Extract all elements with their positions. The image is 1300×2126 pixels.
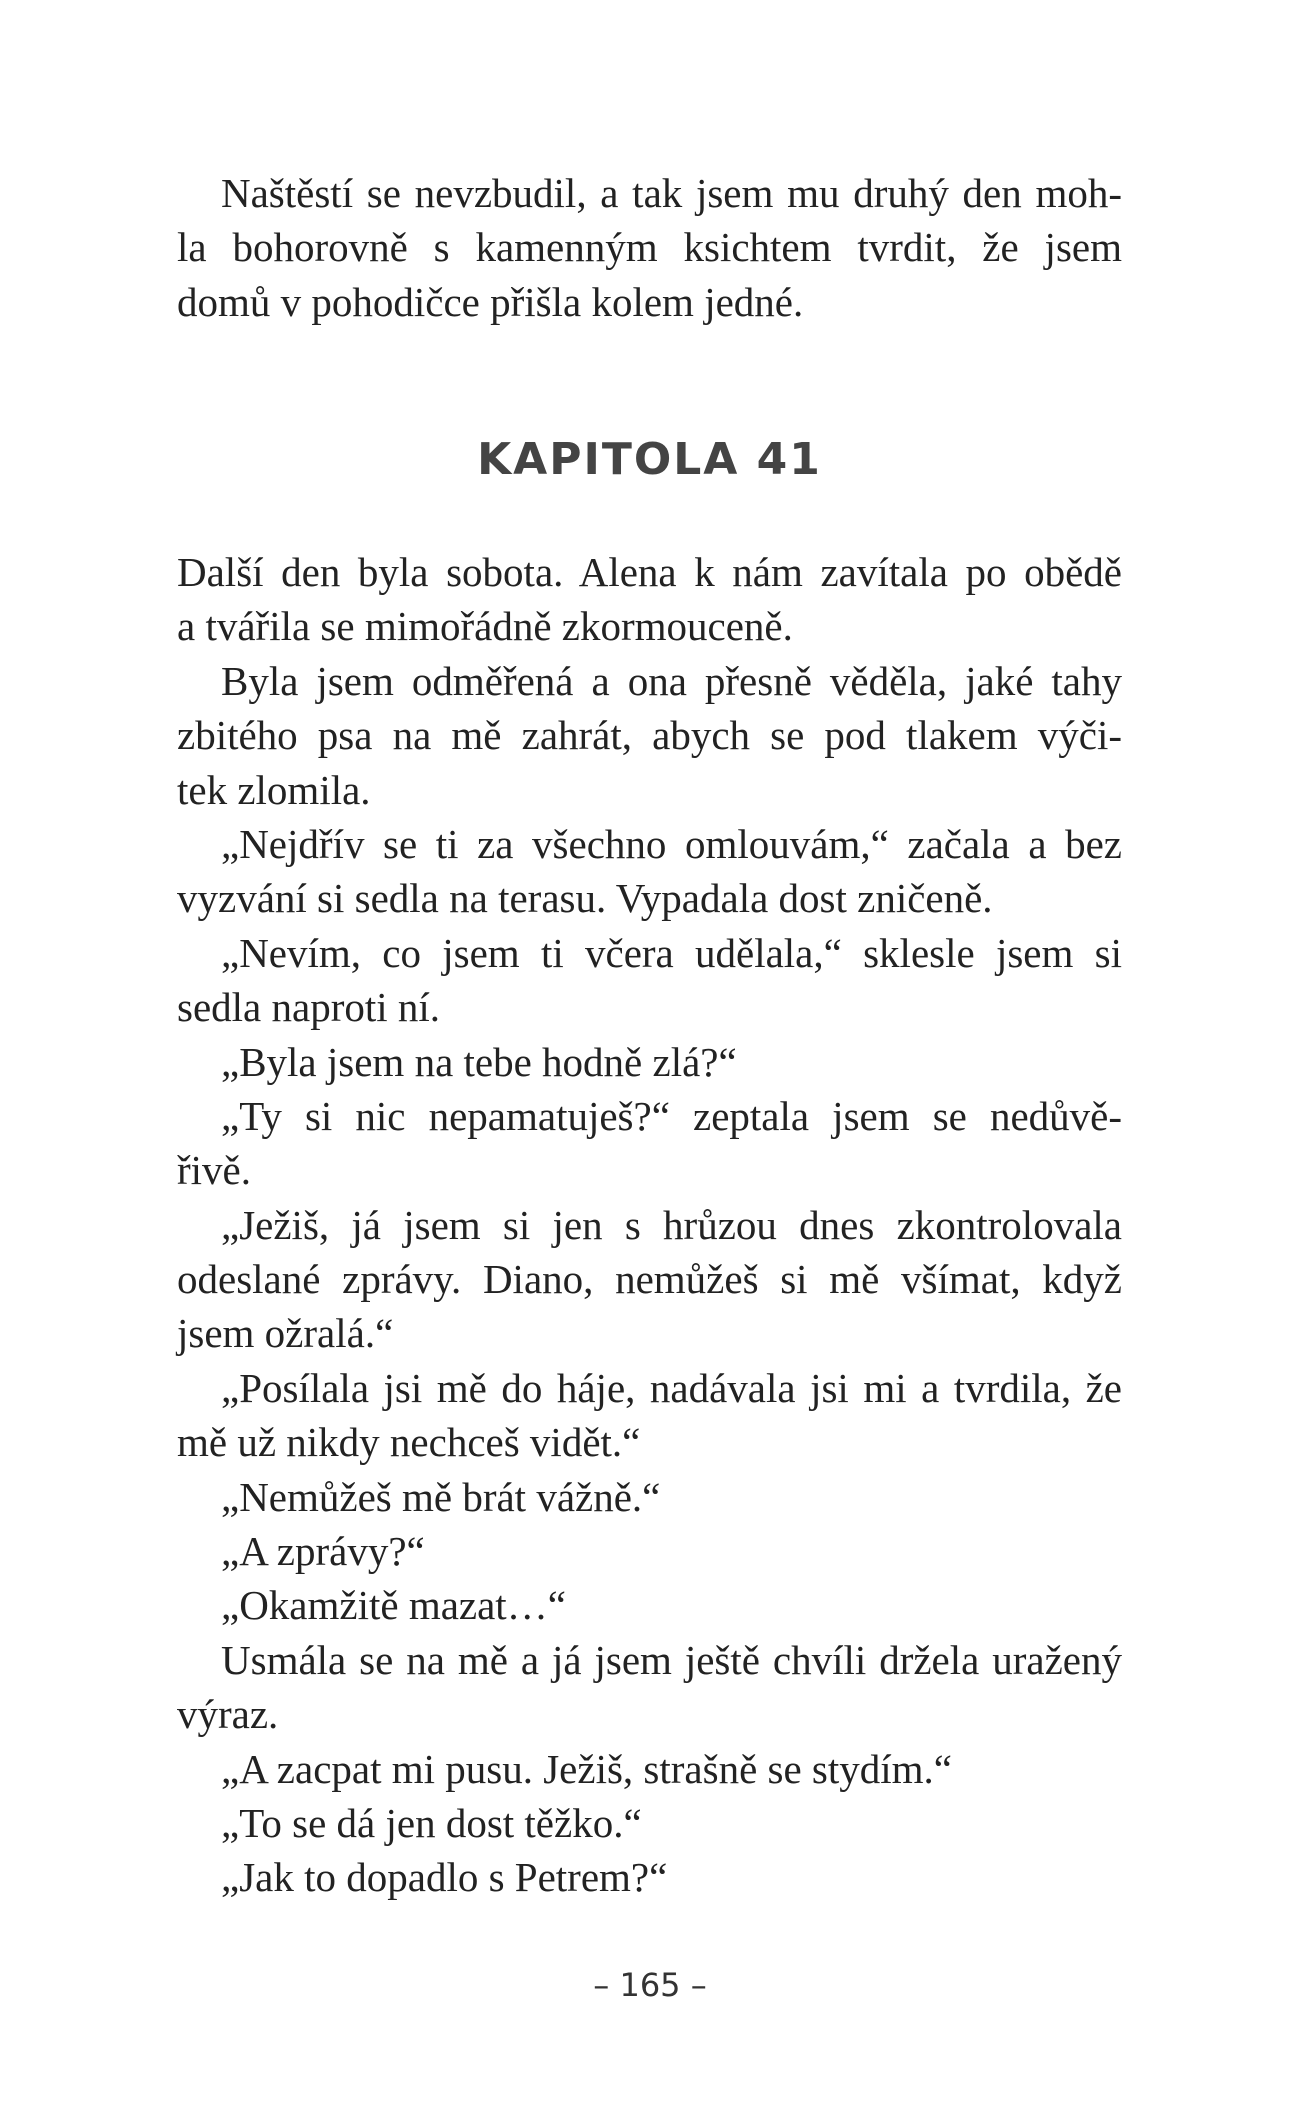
text-line: la bohorovně s kamenným ksichtem tvrdit, že jsem (177, 224, 1122, 271)
text-line: „A zprávy?“ (221, 1528, 425, 1575)
text-line: „To se dá jen dost těžko.“ (221, 1799, 642, 1846)
text-line: domů v pohodičce přišla kolem jedné. (177, 278, 804, 325)
text-line: mě už nikdy nechceš vidět.“ (177, 1419, 641, 1466)
text-line: a tvářila se mimořádně zkormouceně. (177, 603, 793, 650)
text-line: Usmála se na mě a já jsem ještě chvíli držela uražený (221, 1636, 1122, 1683)
text-line: „Nejdřív se ti za všechno omlouvám,“ začala a bez (221, 820, 1122, 867)
chapter-heading: KAPITOLA 41 (477, 434, 822, 485)
text-line: vyzvání si sedla na terasu. Vypadala dost zničeně. (177, 875, 993, 922)
text-line: „A zacpat mi pusu. Ježiš, strašně se stydím.“ (221, 1745, 952, 1792)
text-line: odeslané zprávy. Diano, nemůžeš si mě všímat, když (177, 1256, 1122, 1303)
text-line: „Jak to dopadlo s Petrem?“ (221, 1854, 668, 1901)
top-paragraph (177, 166, 1122, 329)
text-line: zbitého psa na mě zahrát, abych se pod tlakem výči- (177, 712, 1122, 759)
text-line: výraz. (177, 1691, 279, 1738)
text-line: „Ježiš, já jsem si jen s hrůzou dnes zkontrolovala (221, 1201, 1122, 1248)
text-line: řivě. (177, 1147, 251, 1194)
text-line: Naštěstí se nevzbudil, a tak jsem mu druhý den moh- (221, 170, 1122, 216)
page-number: – 165 – (593, 1966, 707, 2004)
text-line: sedla naproti ní. (177, 984, 441, 1031)
text-line: „Nemůžeš mě brát vážně.“ (221, 1473, 661, 1520)
text-line: Další den byla sobota. Alena k nám zavítala po obědě (177, 549, 1122, 595)
text-line: „Ty si nic nepamatuješ?“ zeptala jsem se nedůvě- (221, 1092, 1122, 1139)
text-line: Byla jsem odměřená a ona přesně věděla, jaké tahy (221, 657, 1122, 704)
text-line: „Nevím, co jsem ti včera udělala,“ sklesle jsem si (221, 929, 1122, 976)
text-line: „Posílala jsi mě do háje, nadávala jsi mi a tvrdila, že (221, 1364, 1122, 1411)
text-line: jsem ožralá.“ (177, 1310, 394, 1357)
text-line: „Byla jsem na tebe hodně zlá?“ (221, 1038, 737, 1085)
chapter-body (177, 545, 1122, 1905)
text-line: tek zlomila. (177, 766, 371, 813)
text-line: „Okamžitě mazat…“ (221, 1582, 566, 1629)
